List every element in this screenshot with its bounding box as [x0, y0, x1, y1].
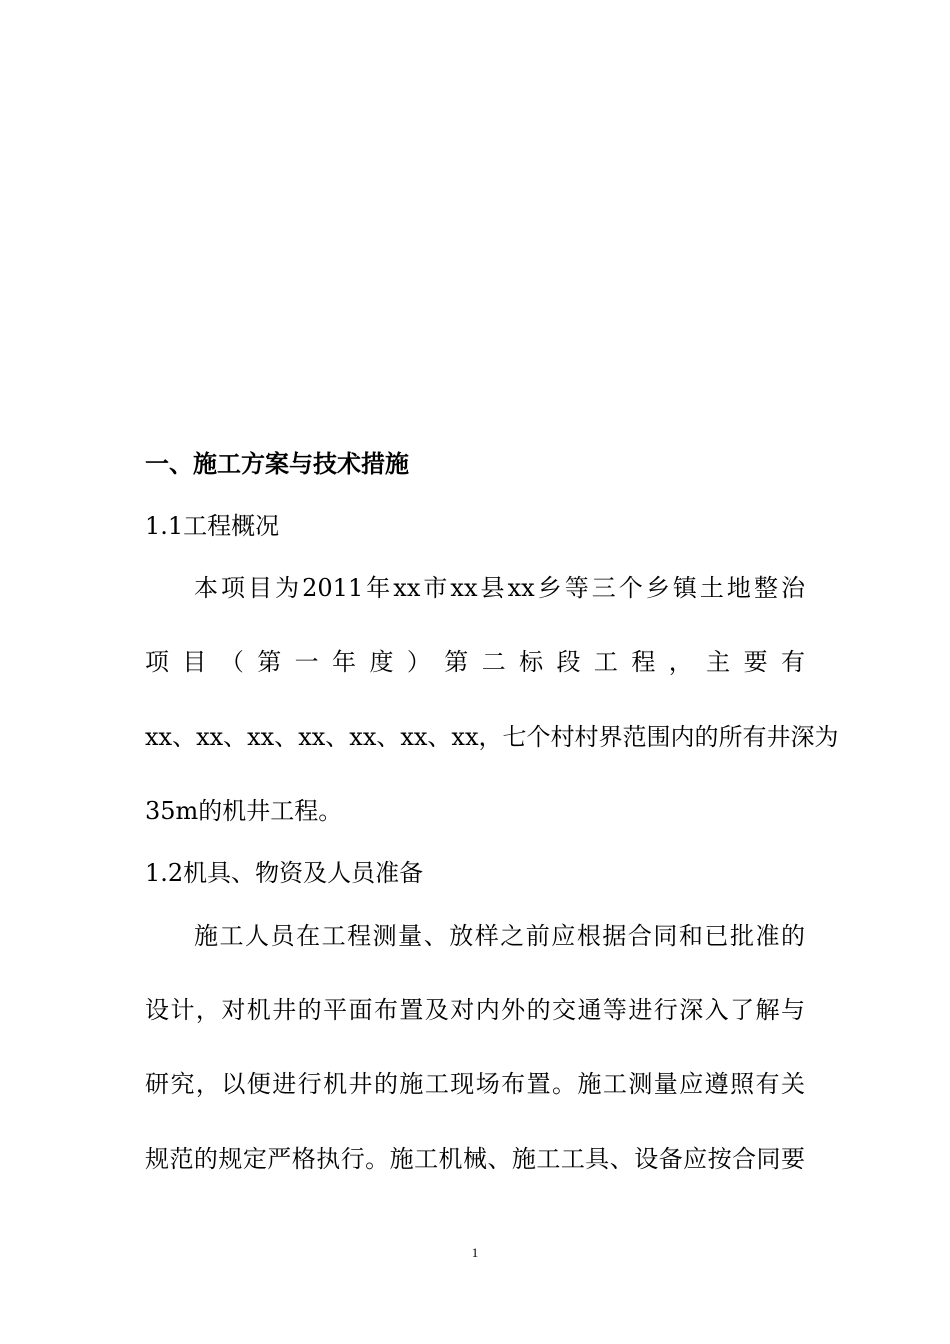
paragraph-line: 规范的规定严格执行。施工机械、施工工具、设备应按合同要: [145, 1145, 805, 1173]
paragraph-line: 35m的机井工程。: [145, 797, 343, 825]
paragraph-line: 项 目 （ 第 一 年 度 ） 第 二 标 段 工 程 ， 主 要 有: [145, 648, 805, 676]
section-heading: 一、施工方案与技术措施: [145, 449, 409, 478]
paragraph-line: 研究，以便进行机井的施工现场布置。施工测量应遵照有关: [145, 1070, 805, 1098]
paragraph-line: 施工人员在工程测量、放样之前应根据合同和已批准的: [194, 922, 805, 950]
paragraph-line: xx、xx、xx、xx、xx、xx、xx，七个村村界范围内的所有井深为: [145, 723, 839, 751]
paragraph-line: 本项目为2011年xx市xx县xx乡等三个乡镇土地整治: [194, 574, 805, 602]
paragraph-line: 设计，对机井的平面布置及对内外的交通等进行深入了解与: [145, 996, 805, 1024]
subsection-heading-overview: 1.1工程概况: [145, 512, 280, 540]
subsection-heading-preparation: 1.2机具、物资及人员准备: [145, 859, 424, 887]
page-number: 1: [471, 1245, 479, 1260]
